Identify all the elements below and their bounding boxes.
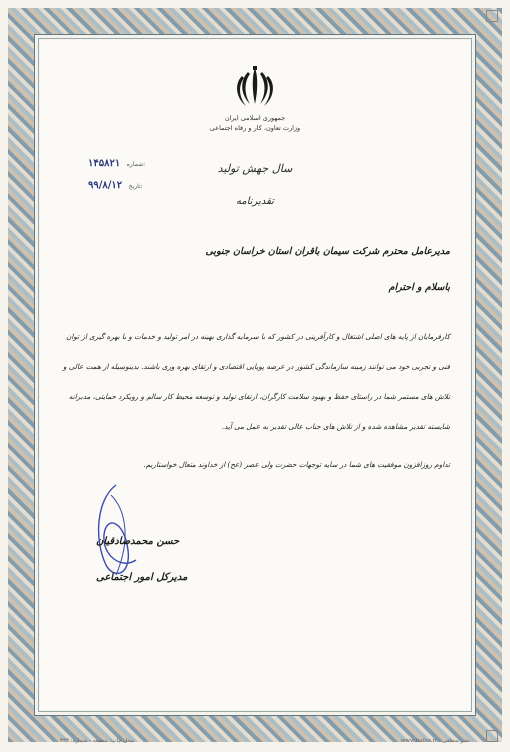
greeting-line: باسلام و احترام [388, 282, 450, 293]
corner-mark-top [486, 10, 498, 22]
recipient-line: مدیرعامل محترم شرکت سیمان باقران استان خراسان جنوبی [205, 246, 450, 257]
iran-emblem-icon [230, 64, 280, 110]
ministry-name: وزارت تعاون، کار و رفاه اجتماعی [209, 124, 301, 132]
signer-title: مدیرکل امور اجتماعی [96, 572, 188, 583]
closing-paragraph: تداوم روزافزون موفقیت های شما در سایه توجهات حضرت ولی عصر (عج) از خداوند متعال خواستاریم. [143, 460, 450, 469]
letter-number [88, 158, 145, 169]
document-title: تقدیرنامه [236, 196, 274, 207]
appreciation-paragraph: کارفرمایان از پایه های اصلی اشتغال و کارآفرینی در کشور که با سرمایه گذاری بهینه در امر تولید و خدمات و با بهره گیری از توان فنی و تجربی خود می توانند زمینه سازماندگی کشور در عرصه پویایی اقتصادی و ارتقای بهره وری باشند. بدینوسیله از همت عالی و تلاش های مستمر شما در راستای حفظ و بهبود سلامت کارگران، ارتقای تولید و توسعه محیط کار سالم و رویکرد حمایتی، مدبرانه شایسته تقدیر مشاهده شده و از تلاش های جناب عالی تقدیر به عمل می آید. [63, 332, 450, 431]
corner-mark-bottom [486, 730, 498, 742]
signer-name: حسن محمدصادقیان [96, 536, 180, 547]
letter-number-label: شماره: [126, 161, 146, 168]
government-name: جمهوری اسلامی ایران [224, 114, 286, 122]
footer-print-info: محل چاپ: مطبعه - شماره: ۳۴۳ [60, 738, 134, 744]
letter-date-label: تاریخ: [128, 183, 143, 190]
footer-publisher: www.hafez.ir - نشر منطقی [400, 738, 470, 744]
letter-date-value: ۹۹/۸/۱۲ [88, 180, 123, 191]
year-slogan: سال جهش تولید [217, 162, 293, 175]
letter-number-value: ۱۴۵۸۲۱ [88, 158, 121, 169]
letter-date [88, 180, 143, 191]
